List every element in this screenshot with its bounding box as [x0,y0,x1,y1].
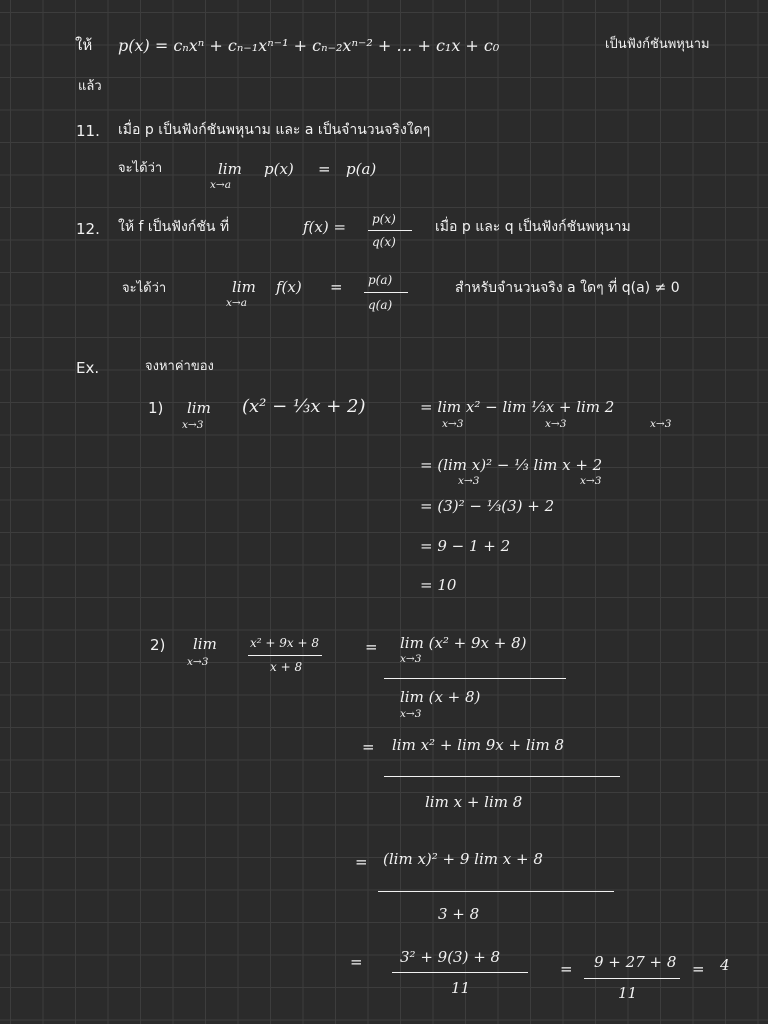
problem2-number: 2) [150,636,166,654]
theorem11-conclusion-label: จะได้ว่า [118,161,163,176]
theorem11-lim: lim [218,160,242,178]
problem2-answer: 4 [720,956,730,974]
problem2-step3-denominator: 3 + 8 [438,905,480,923]
problem1-step4: = 9 − 1 + 2 [420,537,511,555]
problem2-numerator: x² + 9x + 8 [250,636,319,650]
problem1-step5: = 10 [420,576,457,594]
problem2-step5-numerator: 9 + 27 + 8 [594,953,677,971]
definition-tail: เป็นฟังก์ชันพหุนาม [605,37,710,52]
problem2-eq-5: = [560,960,573,978]
theorem12-numerator: p(x) [372,212,396,226]
theorem11-lhs: p(x) [264,160,294,178]
theorem11-number: 11. [76,122,100,140]
problem2-step1-numerator: lim (x² + 9x + 8) [400,634,527,652]
problem1-expression: (x² − ⅓x + 2) [242,396,366,417]
problem2-step2-denominator: lim x + lim 8 [425,793,523,811]
theorem12-lim: lim [232,278,256,296]
example-label: Ex. [76,359,100,377]
problem1-lim-sub: x→3 [182,419,204,431]
problem2-step4-denominator: 11 [451,979,471,997]
theorem12-condition: เมื่อ p และ q เป็นฟังก์ชันพหุนาม [435,219,631,235]
problem2-eq-1: = [365,638,378,656]
example-title: จงหาค่าของ [145,359,214,374]
theorem11-statement: เมื่อ p เป็นฟังก์ชันพหุนาม และ a เป็นจำนวนจริงใดๆ [118,122,431,138]
problem2-step4-numerator: 3² + 9(3) + 8 [400,948,501,966]
theorem12-result-denominator: q(a) [368,298,393,312]
problem2-step5-denominator: 11 [618,984,638,1002]
definition-lead: ให้ [75,36,93,54]
problem2-step4-fraction-bar [392,972,528,973]
problem1-number: 1) [148,399,164,417]
problem1-step2: = (lim x)² − ⅓ lim x + 2 [420,456,603,474]
problem1-lim: lim [187,399,211,417]
theorem12-f: f(x) = [303,218,347,236]
theorem12-result-fraction-bar [364,292,408,293]
problem2-lim: lim [193,635,217,653]
problem2-step1-num-sub: x→3 [400,653,422,665]
definition-then: แล้ว [78,79,102,94]
problem2-fraction-bar [248,655,322,656]
problem1-step2-sub-b: x→3 [580,475,602,487]
problem1-step1-sub-c: x→3 [650,418,672,430]
problem2-eq-6: = [692,960,705,978]
theorem11-rhs: p(a) [346,160,377,178]
theorem12-lhs: f(x) [276,278,302,296]
theorem12-lim-sub: x→a [226,297,247,309]
polynomial-formula: p(x) = cₙxⁿ + cₙ₋₁xⁿ⁻¹ + cₙ₋₂xⁿ⁻² + … + c₁x + c₀ [118,36,500,55]
theorem12-note: สำหรับจำนวนจริง a ใดๆ ที่ q(a) ≠ 0 [455,280,680,296]
problem1-step1-sub-b: x→3 [545,418,567,430]
problem2-step3-fraction-bar [378,891,614,892]
problem2-eq-2: = [362,738,375,756]
problem2-step1-fraction-bar [384,678,566,679]
problem1-step3: = (3)² − ⅓(3) + 2 [420,497,555,515]
problem2-step2-fraction-bar [384,776,620,777]
problem2-lim-sub: x→3 [187,656,209,668]
problem2-eq-4: = [350,953,363,971]
problem2-step1-denominator: lim (x + 8) [400,688,481,706]
problem2-step2-numerator: lim x² + lim 9x + lim 8 [392,736,564,754]
theorem12-eq: = [330,278,343,296]
theorem12-lead: ให้ f เป็นฟังก์ชัน ที่ [118,219,230,235]
theorem12-denominator: q(x) [372,235,396,249]
problem1-step1-sub-a: x→3 [442,418,464,430]
theorem12-conclusion-label: จะได้ว่า [122,281,167,296]
theorem11-eq: = [318,160,331,178]
theorem12-number: 12. [76,220,100,238]
problem2-step5-fraction-bar [584,978,680,979]
problem2-eq-3: = [355,853,368,871]
problem1-step2-sub-a: x→3 [458,475,480,487]
theorem11-lim-sub: x→a [210,179,231,191]
problem2-step1-den-sub: x→3 [400,708,422,720]
theorem12-result-numerator: p(a) [368,273,393,287]
theorem12-fraction-bar [368,230,412,231]
problem2-step3-numerator: (lim x)² + 9 lim x + 8 [383,850,543,868]
problem2-denominator: x + 8 [270,660,303,674]
problem1-step1: = lim x² − lim ⅓x + lim 2 [420,398,615,416]
